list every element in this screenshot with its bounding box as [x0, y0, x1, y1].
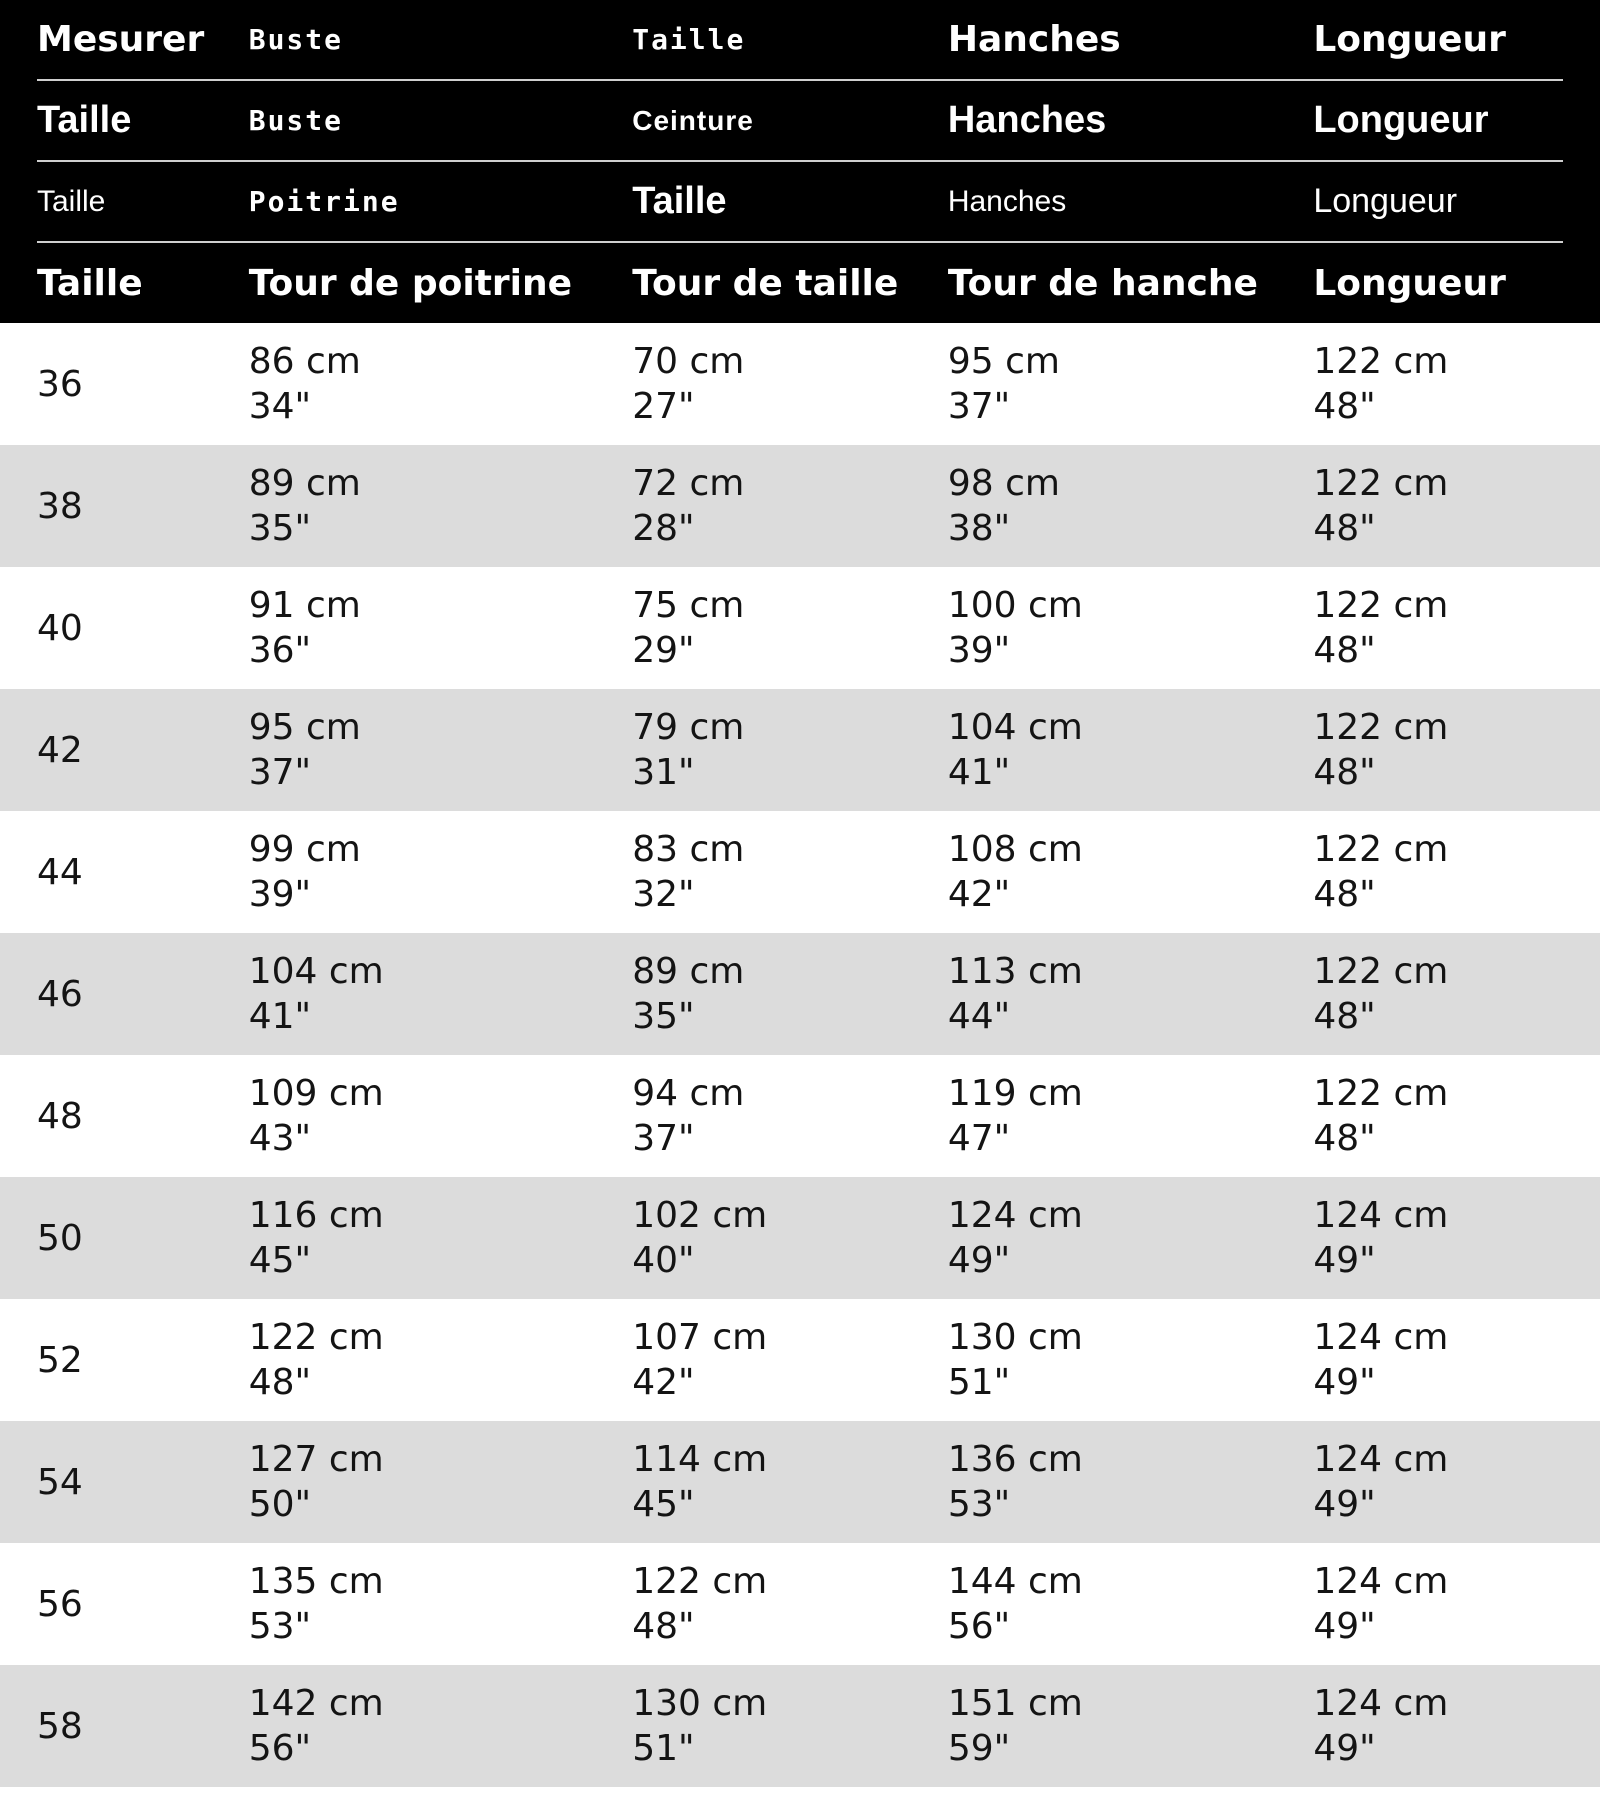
- hip-cell: [948, 1437, 1314, 1527]
- length-in-value: 49": [1313, 1362, 1376, 1403]
- hip-cm-value: 100 cm: [947, 585, 1083, 626]
- table-row: [0, 1421, 1600, 1543]
- bust-in-value: 43": [248, 1118, 312, 1159]
- length-cm-value: 122 cm: [1313, 951, 1449, 992]
- length-in-value: 49": [1313, 1484, 1376, 1525]
- header-cell: Buste: [248, 23, 344, 56]
- waist-cell: [632, 1193, 948, 1283]
- header-row-3: [37, 162, 1563, 243]
- hip-cm-value: 151 cm: [947, 1683, 1083, 1724]
- length-cell: [1313, 1681, 1563, 1771]
- length-cell: [1313, 1193, 1563, 1283]
- header-cell: Taille: [632, 23, 746, 56]
- hip-cell: [948, 461, 1314, 551]
- bust-cm-value: 89 cm: [248, 463, 361, 504]
- header-cell: Tour de hanche: [947, 262, 1258, 304]
- length-in-value: 48": [1313, 386, 1376, 427]
- bust-cm-value: 109 cm: [248, 1073, 384, 1114]
- header-cell: Longueur: [1313, 19, 1506, 60]
- waist-cm-value: 107 cm: [632, 1317, 768, 1358]
- length-in-value: 48": [1313, 508, 1376, 549]
- length-cm-value: 124 cm: [1313, 1195, 1449, 1236]
- bust-in-value: 53": [248, 1606, 312, 1647]
- hip-cm-value: 136 cm: [947, 1439, 1083, 1480]
- bust-cell: [249, 1437, 633, 1527]
- header-row-1: [37, 0, 1563, 81]
- length-in-value: 48": [1313, 752, 1376, 793]
- waist-cell: [632, 339, 948, 429]
- length-cm-value: 122 cm: [1313, 585, 1449, 626]
- bust-cell: [249, 1315, 633, 1405]
- length-cm-value: 124 cm: [1313, 1683, 1449, 1724]
- hip-in-value: 59": [947, 1728, 1011, 1769]
- header-cell: Tour de poitrine: [248, 262, 573, 304]
- table-row: [0, 1665, 1600, 1787]
- bust-in-value: 36": [248, 630, 312, 671]
- header-row-2: [37, 81, 1563, 162]
- size-cell: [37, 606, 249, 651]
- hip-in-value: 56": [947, 1606, 1011, 1647]
- table-row: [0, 445, 1600, 567]
- waist-cell: [632, 1071, 948, 1161]
- waist-cell: [632, 1559, 948, 1649]
- bust-cell: [249, 461, 633, 551]
- length-cm-value: 122 cm: [1313, 829, 1449, 870]
- bust-in-value: 56": [248, 1728, 312, 1769]
- header-cell: Longueur: [1313, 182, 1458, 220]
- header-cell: Longueur: [1313, 99, 1489, 141]
- hip-cm-value: 130 cm: [947, 1317, 1083, 1358]
- waist-cm-value: 102 cm: [632, 1195, 768, 1236]
- length-in-value: 49": [1313, 1606, 1376, 1647]
- size-value: 58: [37, 1705, 83, 1747]
- bust-in-value: 35": [248, 508, 312, 549]
- size-cell: [37, 972, 249, 1017]
- header-cell: Hanches: [947, 184, 1067, 218]
- bust-cm-value: 99 cm: [248, 829, 361, 870]
- waist-in-value: 29": [632, 630, 695, 671]
- header-row-4: [37, 243, 1563, 323]
- waist-cell: [632, 1437, 948, 1527]
- size-value: 40: [37, 607, 83, 649]
- bust-in-value: 39": [248, 874, 312, 915]
- bust-cm-value: 142 cm: [248, 1683, 384, 1724]
- waist-cm-value: 122 cm: [632, 1561, 768, 1602]
- hip-cell: [948, 827, 1314, 917]
- size-chart-header: [0, 0, 1600, 323]
- bust-cm-value: 127 cm: [248, 1439, 384, 1480]
- table-row: [0, 811, 1600, 933]
- hip-cm-value: 119 cm: [947, 1073, 1083, 1114]
- length-cm-value: 122 cm: [1313, 707, 1449, 748]
- waist-in-value: 35": [632, 996, 695, 1037]
- size-cell: [37, 1460, 249, 1505]
- hip-cell: [948, 1193, 1314, 1283]
- waist-in-value: 27": [632, 386, 695, 427]
- size-value: 54: [37, 1461, 83, 1503]
- length-cm-value: 122 cm: [1313, 341, 1449, 382]
- length-cell: [1313, 827, 1563, 917]
- hip-in-value: 51": [947, 1362, 1011, 1403]
- length-in-value: 49": [1313, 1728, 1376, 1769]
- bust-cm-value: 91 cm: [248, 585, 361, 626]
- bust-cell: [249, 827, 633, 917]
- size-cell: [37, 484, 249, 529]
- length-cell: [1313, 1437, 1563, 1527]
- waist-cell: [632, 827, 948, 917]
- bust-in-value: 48": [248, 1362, 312, 1403]
- size-cell: [37, 1704, 249, 1749]
- waist-cm-value: 130 cm: [632, 1683, 768, 1724]
- hip-in-value: 37": [947, 386, 1011, 427]
- waist-cm-value: 79 cm: [632, 707, 745, 748]
- size-cell: [37, 1216, 249, 1261]
- size-value: 50: [37, 1217, 83, 1259]
- header-cell: Taille: [37, 184, 106, 218]
- header-cell: Buste: [248, 104, 344, 137]
- header-cell: Hanches: [947, 19, 1121, 60]
- waist-cell: [632, 1315, 948, 1405]
- length-cm-value: 124 cm: [1313, 1439, 1449, 1480]
- bust-cell: [249, 1681, 633, 1771]
- size-value: 56: [37, 1583, 83, 1625]
- table-row: [0, 1299, 1600, 1421]
- length-cell: [1313, 949, 1563, 1039]
- header-cell: Mesurer: [37, 19, 205, 60]
- waist-cm-value: 70 cm: [632, 341, 745, 382]
- waist-cm-value: 72 cm: [632, 463, 745, 504]
- bust-cell: [249, 1193, 633, 1283]
- length-cell: [1313, 1071, 1563, 1161]
- table-row: [0, 1055, 1600, 1177]
- size-chart-body: [0, 323, 1600, 1787]
- hip-in-value: 39": [947, 630, 1011, 671]
- waist-cm-value: 83 cm: [632, 829, 745, 870]
- bust-in-value: 50": [248, 1484, 312, 1525]
- waist-in-value: 42": [632, 1362, 695, 1403]
- waist-cell: [632, 461, 948, 551]
- table-row: [0, 933, 1600, 1055]
- waist-in-value: 45": [632, 1484, 695, 1525]
- waist-in-value: 31": [632, 752, 695, 793]
- hip-cm-value: 108 cm: [947, 829, 1083, 870]
- table-row: [0, 689, 1600, 811]
- size-value: 42: [37, 729, 83, 771]
- length-cell: [1313, 339, 1563, 429]
- hip-cm-value: 113 cm: [947, 951, 1083, 992]
- waist-in-value: 51": [632, 1728, 695, 1769]
- bust-cell: [249, 949, 633, 1039]
- length-cm-value: 124 cm: [1313, 1317, 1449, 1358]
- length-in-value: 48": [1313, 996, 1376, 1037]
- header-cell: Taille: [37, 99, 132, 141]
- waist-cm-value: 114 cm: [632, 1439, 768, 1480]
- size-value: 44: [37, 851, 83, 893]
- bust-in-value: 37": [248, 752, 312, 793]
- waist-cell: [632, 949, 948, 1039]
- size-value: 46: [37, 973, 83, 1015]
- waist-cell: [632, 705, 948, 795]
- bust-cm-value: 116 cm: [248, 1195, 384, 1236]
- header-cell: Longueur: [1313, 262, 1506, 304]
- bust-cm-value: 122 cm: [248, 1317, 384, 1358]
- hip-cell: [948, 705, 1314, 795]
- length-cell: [1313, 1315, 1563, 1405]
- header-cell: Poitrine: [248, 185, 400, 218]
- hip-cm-value: 104 cm: [947, 707, 1083, 748]
- hip-in-value: 53": [947, 1484, 1011, 1525]
- waist-cm-value: 89 cm: [632, 951, 745, 992]
- bust-cell: [249, 339, 633, 429]
- header-cell: Taille: [632, 180, 727, 222]
- waist-in-value: 37": [632, 1118, 695, 1159]
- hip-in-value: 44": [947, 996, 1011, 1037]
- table-row: [0, 1543, 1600, 1665]
- length-in-value: 48": [1313, 1118, 1376, 1159]
- length-in-value: 49": [1313, 1240, 1376, 1281]
- hip-cm-value: 144 cm: [947, 1561, 1083, 1602]
- waist-in-value: 32": [632, 874, 695, 915]
- size-cell: [37, 850, 249, 895]
- size-cell: [37, 728, 249, 773]
- header-cell: Taille: [37, 262, 143, 304]
- waist-cell: [632, 583, 948, 673]
- table-row: [0, 567, 1600, 689]
- hip-in-value: 38": [947, 508, 1011, 549]
- hip-in-value: 47": [947, 1118, 1011, 1159]
- size-cell: [37, 362, 249, 407]
- header-cell: Hanches: [947, 99, 1107, 141]
- hip-cell: [948, 1681, 1314, 1771]
- length-cell: [1313, 1559, 1563, 1649]
- waist-in-value: 40": [632, 1240, 695, 1281]
- length-cell: [1313, 461, 1563, 551]
- size-value: 48: [37, 1095, 83, 1137]
- length-cm-value: 122 cm: [1313, 1073, 1449, 1114]
- size-cell: [37, 1338, 249, 1383]
- header-cell: Ceinture: [632, 104, 754, 136]
- length-cell: [1313, 583, 1563, 673]
- length-in-value: 48": [1313, 630, 1376, 671]
- waist-in-value: 28": [632, 508, 695, 549]
- size-value: 38: [37, 485, 83, 527]
- bust-cell: [249, 583, 633, 673]
- bust-in-value: 34": [248, 386, 312, 427]
- hip-in-value: 49": [947, 1240, 1011, 1281]
- size-cell: [37, 1582, 249, 1627]
- size-cell: [37, 1094, 249, 1139]
- bust-cell: [249, 705, 633, 795]
- hip-cm-value: 124 cm: [947, 1195, 1083, 1236]
- hip-cell: [948, 1559, 1314, 1649]
- hip-cell: [948, 339, 1314, 429]
- hip-cell: [948, 1315, 1314, 1405]
- size-value: 36: [37, 363, 83, 405]
- waist-cm-value: 75 cm: [632, 585, 745, 626]
- waist-cm-value: 94 cm: [632, 1073, 745, 1114]
- hip-cm-value: 98 cm: [947, 463, 1060, 504]
- hip-cm-value: 95 cm: [947, 341, 1060, 382]
- bust-in-value: 45": [248, 1240, 312, 1281]
- length-in-value: 48": [1313, 874, 1376, 915]
- waist-cell: [632, 1681, 948, 1771]
- size-value: 52: [37, 1339, 83, 1381]
- hip-in-value: 42": [947, 874, 1011, 915]
- table-row: [0, 323, 1600, 445]
- bust-cm-value: 95 cm: [248, 707, 361, 748]
- bust-cell: [249, 1559, 633, 1649]
- length-cm-value: 122 cm: [1313, 463, 1449, 504]
- table-row: [0, 1177, 1600, 1299]
- bust-in-value: 41": [248, 996, 312, 1037]
- hip-cell: [948, 583, 1314, 673]
- length-cm-value: 124 cm: [1313, 1561, 1449, 1602]
- hip-cell: [948, 949, 1314, 1039]
- bust-cell: [249, 1071, 633, 1161]
- header-cell: Tour de taille: [632, 262, 899, 304]
- bust-cm-value: 135 cm: [248, 1561, 384, 1602]
- length-cell: [1313, 705, 1563, 795]
- hip-cell: [948, 1071, 1314, 1161]
- bust-cm-value: 104 cm: [248, 951, 384, 992]
- hip-in-value: 41": [947, 752, 1011, 793]
- waist-in-value: 48": [632, 1606, 695, 1647]
- bust-cm-value: 86 cm: [248, 341, 361, 382]
